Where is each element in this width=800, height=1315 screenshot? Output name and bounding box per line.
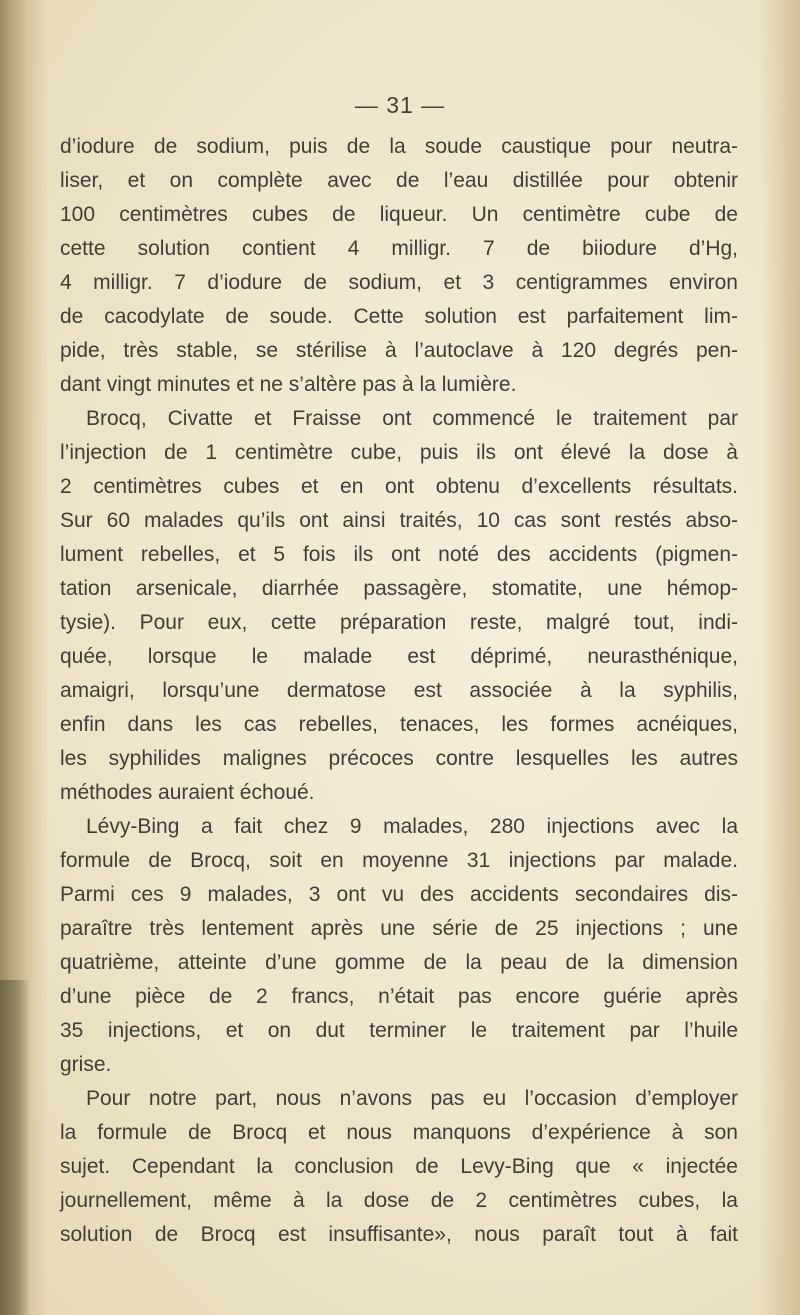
text-line: solution de Brocq est insuffisante», nous paraît tout à fait — [60, 1223, 738, 1246]
text-line: Lévy-Bing a fait chez 9 malades, 280 injections avec la — [86, 815, 738, 838]
text-line: méthodes auraient échoué. — [60, 781, 315, 804]
text-line: grise. — [60, 1053, 112, 1076]
text-line: sujet. Cependant la conclusion de Levy-Bing que « injectée — [60, 1155, 738, 1178]
text-line: tysie). Pour eux, cette préparation reste, malgré tout, indi- — [60, 611, 738, 634]
text-line: la formule de Brocq et nous manquons d’expérience à son — [60, 1121, 738, 1144]
text-line: pide, très stable, se stérilise à l’autoclave à 120 degrés pen- — [60, 339, 738, 362]
text-line: 100 centimètres cubes de liqueur. Un centimètre cube de — [60, 203, 738, 226]
text-line: 4 milligr. 7 d’iodure de sodium, et 3 centigrammes environ — [60, 271, 738, 294]
text-line: 35 injections, et on dut terminer le traitement par l’huile — [60, 1019, 738, 1042]
text-line: tation arsenicale, diarrhée passagère, stomatite, une hémop- — [60, 577, 738, 600]
text-line: Sur 60 malades qu’ils ont ainsi traités, 10 cas sont restés abso- — [60, 509, 738, 532]
text-line: Parmi ces 9 malades, 3 ont vu des accidents secondaires dis- — [60, 883, 738, 906]
text-line: d’iodure de sodium, puis de la soude caustique pour neutra- — [60, 135, 738, 158]
text-line: quatrième, atteinte d’une gomme de la peau de la dimension — [60, 951, 738, 974]
text-line: liser, et on complète avec de l’eau distillée pour obtenir — [60, 169, 738, 192]
text-line: Pour notre part, nous n’avons pas eu l’occasion d’employer — [86, 1087, 738, 1110]
page-binding-shadow — [0, 980, 30, 1315]
text-line: paraître très lentement après une série de 25 injections ; une — [60, 917, 738, 940]
text-line: les syphilides malignes précoces contre lesquelles les autres — [60, 747, 738, 770]
text-line: lument rebelles, et 5 fois ils ont noté des accidents (pigmen- — [60, 543, 738, 566]
text-line: d’une pièce de 2 francs, n’était pas encore guérie après — [60, 985, 738, 1008]
text-line: quée, lorsque le malade est déprimé, neurasthénique, — [60, 645, 738, 668]
text-line: enfin dans les cas rebelles, tenaces, les formes acnéiques, — [60, 713, 738, 736]
text-line: formule de Brocq, soit en moyenne 31 injections par malade. — [60, 849, 738, 872]
text-line: amaigri, lorsqu’une dermatose est associée à la syphilis, — [60, 679, 738, 702]
text-line: de cacodylate de soude. Cette solution est parfaitement lim- — [60, 305, 738, 328]
page-right-edge-shadow — [760, 0, 800, 1315]
text-line: cette solution contient 4 milligr. 7 de biiodure d’Hg, — [60, 237, 738, 260]
text-line: 2 centimètres cubes et en ont obtenu d’excellents résultats. — [60, 475, 738, 498]
text-line: Brocq, Civatte et Fraisse ont commencé le traitement par — [86, 407, 738, 430]
text-line: l’injection de 1 centimètre cube, puis ils ont élevé la dose à — [60, 441, 738, 464]
text-line: dant vingt minutes et ne s’altère pas à la lumière. — [60, 373, 517, 396]
page-number: — 31 — — [354, 92, 446, 118]
text-line: journellement, même à la dose de 2 centimètres cubes, la — [60, 1189, 738, 1212]
